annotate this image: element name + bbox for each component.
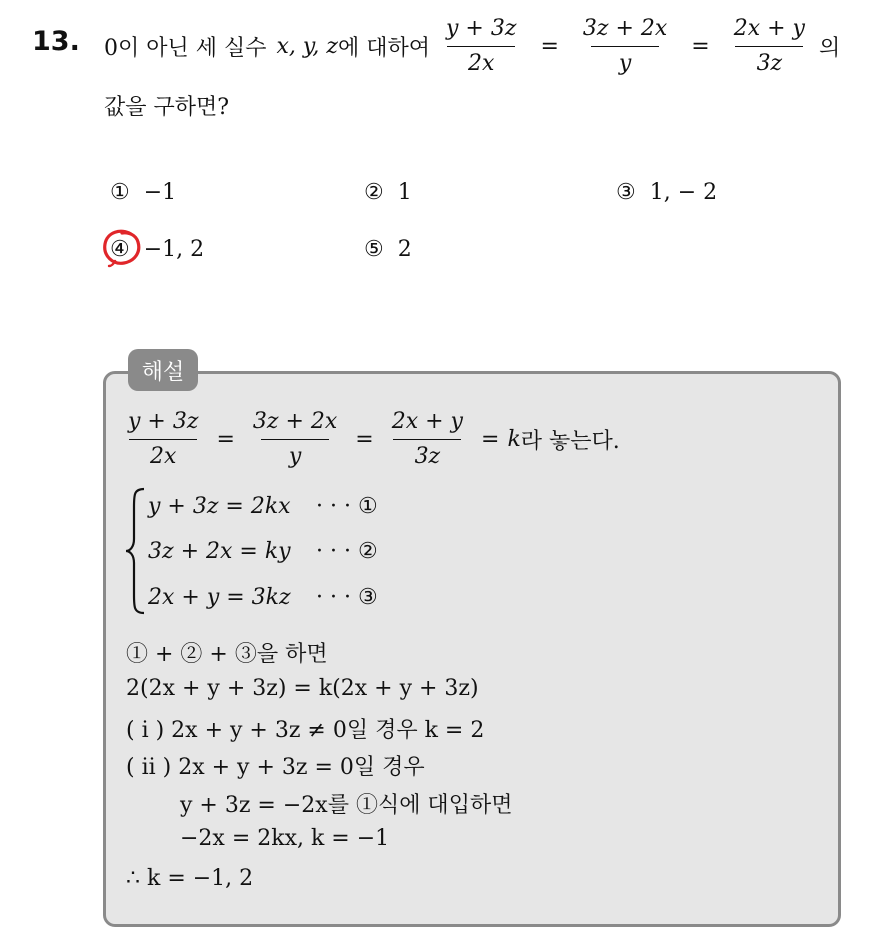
equals-sign: = xyxy=(540,33,559,59)
choice-1-mark: ① xyxy=(110,180,130,205)
system-equation-1 xyxy=(148,494,408,519)
question-suffix1: 에 대하여 xyxy=(337,35,430,61)
solution-case-2-result: −2x = 2kx, k = −1 xyxy=(180,826,390,851)
question-vars: x, y, z xyxy=(276,33,338,59)
system-equation-3-label: · · · ③ xyxy=(316,585,378,610)
solution-case-1: ( i ) 2x + y + 3z ≠ 0일 경우 k = 2 xyxy=(126,718,485,743)
solution-fraction-3-denominator: 3z xyxy=(393,439,461,471)
solution-conclusion: ∴ k = −1, 2 xyxy=(126,866,254,891)
system-brace xyxy=(124,487,148,615)
system-equation-1-text: y + 3z = 2kx xyxy=(148,494,291,519)
system-equation-2-label: · · · ② xyxy=(316,539,378,564)
choice-5-text: 2 xyxy=(397,237,412,262)
fraction-2-numerator: 3z + 2x xyxy=(582,15,668,41)
fraction-3-denominator: 3z xyxy=(735,46,803,78)
choice-1[interactable] xyxy=(110,180,176,205)
choice-3-text: 1, − 2 xyxy=(649,180,718,205)
solution-case-2-substitution: y + 3z = −2x를 ①식에 대입하면 xyxy=(180,793,513,818)
fraction-2 xyxy=(577,15,673,78)
solution-fraction-2-denominator: y xyxy=(261,439,329,471)
solution-case-2: ( ii ) 2x + y + 3z = 0일 경우 xyxy=(126,755,425,780)
choice-1-text: −1 xyxy=(143,180,177,205)
question-number: 13. xyxy=(32,26,80,57)
fraction-2-denominator: y xyxy=(591,46,659,78)
system-equation-1-label: · · · ① xyxy=(316,494,378,519)
equals-sign: = xyxy=(481,426,500,452)
choice-5[interactable] xyxy=(364,237,412,262)
question-prefix: 0이 아닌 세 실수 xyxy=(104,35,267,61)
solution-fraction-2-numerator: 3z + 2x xyxy=(252,408,338,434)
choice-4-text: −1, 2 xyxy=(143,237,205,262)
solution-intro xyxy=(122,404,620,474)
equals-sign: = xyxy=(355,426,374,452)
fraction-1-numerator: y + 3z xyxy=(446,15,517,41)
choice-3[interactable] xyxy=(616,180,717,205)
question-suffix2: 의 xyxy=(819,35,841,61)
solution-fraction-2 xyxy=(247,408,343,471)
choice-3-mark: ③ xyxy=(616,180,636,205)
answer-circle-mark xyxy=(101,228,143,268)
question-text-line1 xyxy=(104,10,840,82)
fraction-3-numerator: 2x + y xyxy=(733,15,805,41)
system-equation-3 xyxy=(148,585,408,610)
fraction-3 xyxy=(728,15,811,78)
choice-2-mark: ② xyxy=(364,180,384,205)
system-equation-2-text: 3z + 2x = ky xyxy=(148,539,291,564)
solution-line-sum: ① + ② + ③을 하면 xyxy=(126,642,328,667)
choice-2[interactable] xyxy=(364,180,412,205)
solution-intro-tail: 라 놓는다. xyxy=(520,428,620,454)
solution-intro-var: k xyxy=(507,426,521,452)
choice-5-mark: ⑤ xyxy=(364,237,384,262)
solution-fraction-3 xyxy=(386,408,469,471)
fraction-1-denominator: 2x xyxy=(447,46,515,78)
solution-fraction-1 xyxy=(122,408,204,471)
solution-fraction-1-denominator: 2x xyxy=(129,439,197,471)
system-equation-3-text: 2x + y = 3kz xyxy=(148,585,291,610)
fraction-1 xyxy=(440,15,522,78)
solution-fraction-3-numerator: 2x + y xyxy=(391,408,463,434)
solution-line-expand: 2(2x + y + 3z) = k(2x + y + 3z) xyxy=(126,676,479,701)
choice-4-mark: ④ xyxy=(110,237,130,262)
question-text-line2: 값을 구하면? xyxy=(104,95,230,120)
choice-2-text: 1 xyxy=(397,180,412,205)
solution-fraction-1-numerator: y + 3z xyxy=(128,408,199,434)
solution-tag: 해설 xyxy=(128,349,198,391)
equals-sign: = xyxy=(216,426,235,452)
equals-sign: = xyxy=(691,33,710,59)
system-equation-2 xyxy=(148,539,408,564)
